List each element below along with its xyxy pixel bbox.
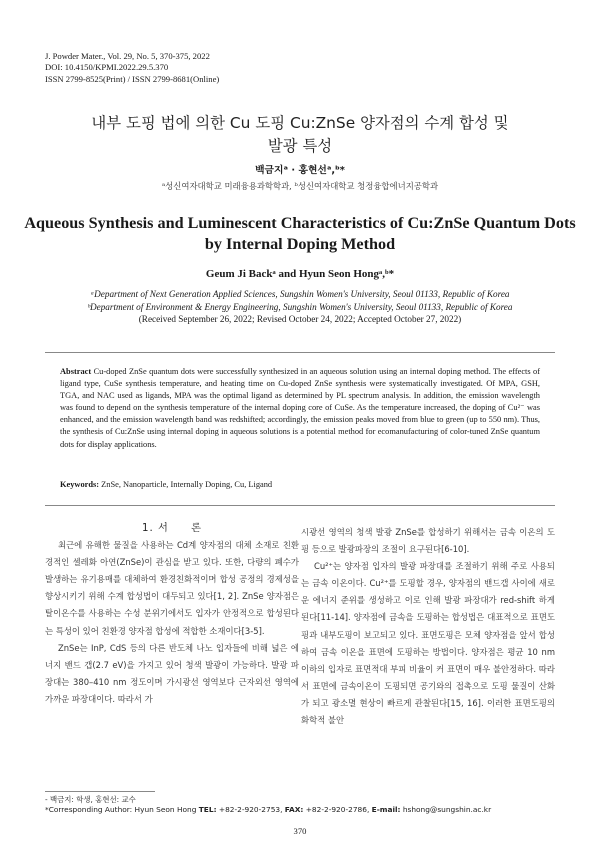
korean-authors: 백금지ᵃ · 홍현선ᵃ,ᵇ* [255,165,345,176]
keywords-text: ZnSe, Nanoparticle, Internally Doping, Cu, Ligand [101,480,273,489]
tel-label: TEL: [198,805,217,814]
doi-line: DOI: 10.4150/KPMI.2022.29.5.370 [45,62,169,73]
korean-title-line1: 내부 도핑 법에 의한 Cu 도핑 Cu:ZnSe 양자점의 수계 합성 및 [91,114,509,132]
top-divider [45,352,555,353]
korean-title-line2: 발광 특성 [267,137,333,155]
corresponding-author: *Corresponding Author: Hyun Seon Hong [45,805,199,814]
keywords [60,480,540,489]
korean-affiliations: ᵃ성신여자대학교 미래융용과학학과, ᵇ성신여자대학교 청정융합에너지공학과 [161,181,439,191]
footnote-contact [45,805,491,815]
footnote-roles: - 백금지: 학생, 홍현선: 교수 [45,795,136,804]
citation-line: J. Powder Mater., Vol. 29, No. 5, 370-375, 2022 [45,51,210,61]
footnote [45,795,491,815]
keywords-label: Keywords: [60,480,100,489]
abstract-divider [45,505,555,506]
english-affiliations [60,288,540,326]
email-value: hshong@sungshin.ac.kr [400,805,492,814]
english-authors: Geum Ji Backᵃ and Hyun Seon Hongᵃ,ᵇ* [205,268,395,280]
right-column [301,524,555,729]
english-title-line2: by Internal Doping Method [204,235,396,253]
left-paragraph-2: ZnSe는 InP, CdS 등의 다른 반도체 나노 입자들에 비해 넓은 에너지 밴드 갭(2.7 eV)을 가지고 있어 청색 발광이 가능하다. 발광 파장대는 380–410 nm 정도이며 가시광선 영역보다 근자외선 영역에 가까운 파장대이다. 따라서 가 [45,642,299,704]
email-label: E-mail: [371,805,401,814]
received-dates: (Received September 26, 2022; Revised October 24, 2022; Accepted October 27, 2022) [138,314,462,325]
fax-label: FAX: [284,805,304,814]
affiliation-b: ᵇDepartment of Environment & Energy Engineering, Sungshin Women's University, Seoul 01133, Republic of Korea [87,301,513,312]
left-paragraph-1: 최근에 유해한 물질을 사용하는 Cd계 양자점의 대체 소재로 친환경적인 셀레화 아연(ZnSe)이 관심을 받고 있다. 또한, 다량의 폐수가 발생하는 유기용매를 대체하여 환경친화적이며 합성 공정의 경제성을 향상시키기 위해 수계 합성법이 대두되고 있다[1, 2]. ZnSe 양자점은 탈이온수를 사용하는 수성 분위기에서도 입자가 안정적으로 합성된다는 특성이 있어 친환경 양자점 합성에 적합한 소재이다[3-5]. [45,540,299,636]
journal-header [45,51,219,85]
tel-value: +82-2-920-2753, [216,805,285,814]
abstract-label: Abstract [60,367,92,376]
abstract [60,366,540,451]
issn-line: ISSN 2799-8525(Print) / ISSN 2799-8681(Online) [45,73,220,84]
english-title [0,213,600,255]
fax-value: +82-2-920-2786, [303,805,372,814]
right-paragraph-2: Cu²⁺는 양자점 입자의 발광 파장대를 조절하기 위해 주로 사용되는 금속 이온이다. Cu²⁺를 도핑할 경우, 양자점의 밴드갭 사이에 새로운 에너지 준위를 생성하고 이로 인해 발광 파장대가 red-shift 하게 된다[11-14]. 양자점에 금속을 도핑하는 합성법은 대표적으로 표면도핑과 내부도핑이 보고되고 있다. 표면도핑은 모체 양자점을 앞서 합성하여 금속 이온을 표면에 도핑하는 방법이다. 양자점은 평균 10 nm 이하의 입자로 표면적대 부피 비율이 커 표면이 매우 불안정하다. 따라서 표면에 금속이온이 도핑되면 공기와의 접촉으로 도핑 물질이 산화가 되고 광소멸 현상이 빠르게 관찰된다[15, 16]. 이러한 표면도핑의 화학적 불안 [301,561,555,726]
korean-title [0,112,600,158]
section-title: 1. 서 론 [141,523,202,534]
english-title-line1: Aqueous Synthesis and Luminescent Characteristics of Cu:ZnSe Quantum Dots [24,214,576,232]
abstract-text: Cu-doped ZnSe quantum dots were successfully synthesized in an aqueous solution using an internal doping method. The effects of ligand type, CuSe synthesis temperature, and heating time on Cu-doped ZnSe synthesis were systematically investigated. Of MPA, GSH, TGA, and NAC used as ligands, MPA was the optimal ligand as determined by PL spectrum analysis. In addition, the emission wavelength was found to depend on the synthesis temperature of the internal doping core of CuSe. As the temperature increased, the doping of Cu²⁻ was enhanced, and the emission wavelength band was redshifted; accordingly, the emission peaks moved from blue to green (up to 550 nm). Thus, the synthesis of Cu:ZnSe using internal doping in aqueous solutions is a potential method for ecomanufacturing of color-tuned ZnSe quantum dots for display applications. [60,367,541,449]
left-column [45,520,299,708]
footnote-rule [45,791,155,792]
page-number: 370 [293,826,307,836]
affiliation-a: ᵃDepartment of Next Generation Applied Sciences, Sungshin Women's University, Seoul 01133, Republic of Korea [90,289,510,299]
right-paragraph-1: 시광선 영역의 청색 발광 ZnSe를 합성하기 위해서는 금속 이온의 도핑 등으로 발광파장의 조절이 요구된다[6-10]. [301,527,555,555]
